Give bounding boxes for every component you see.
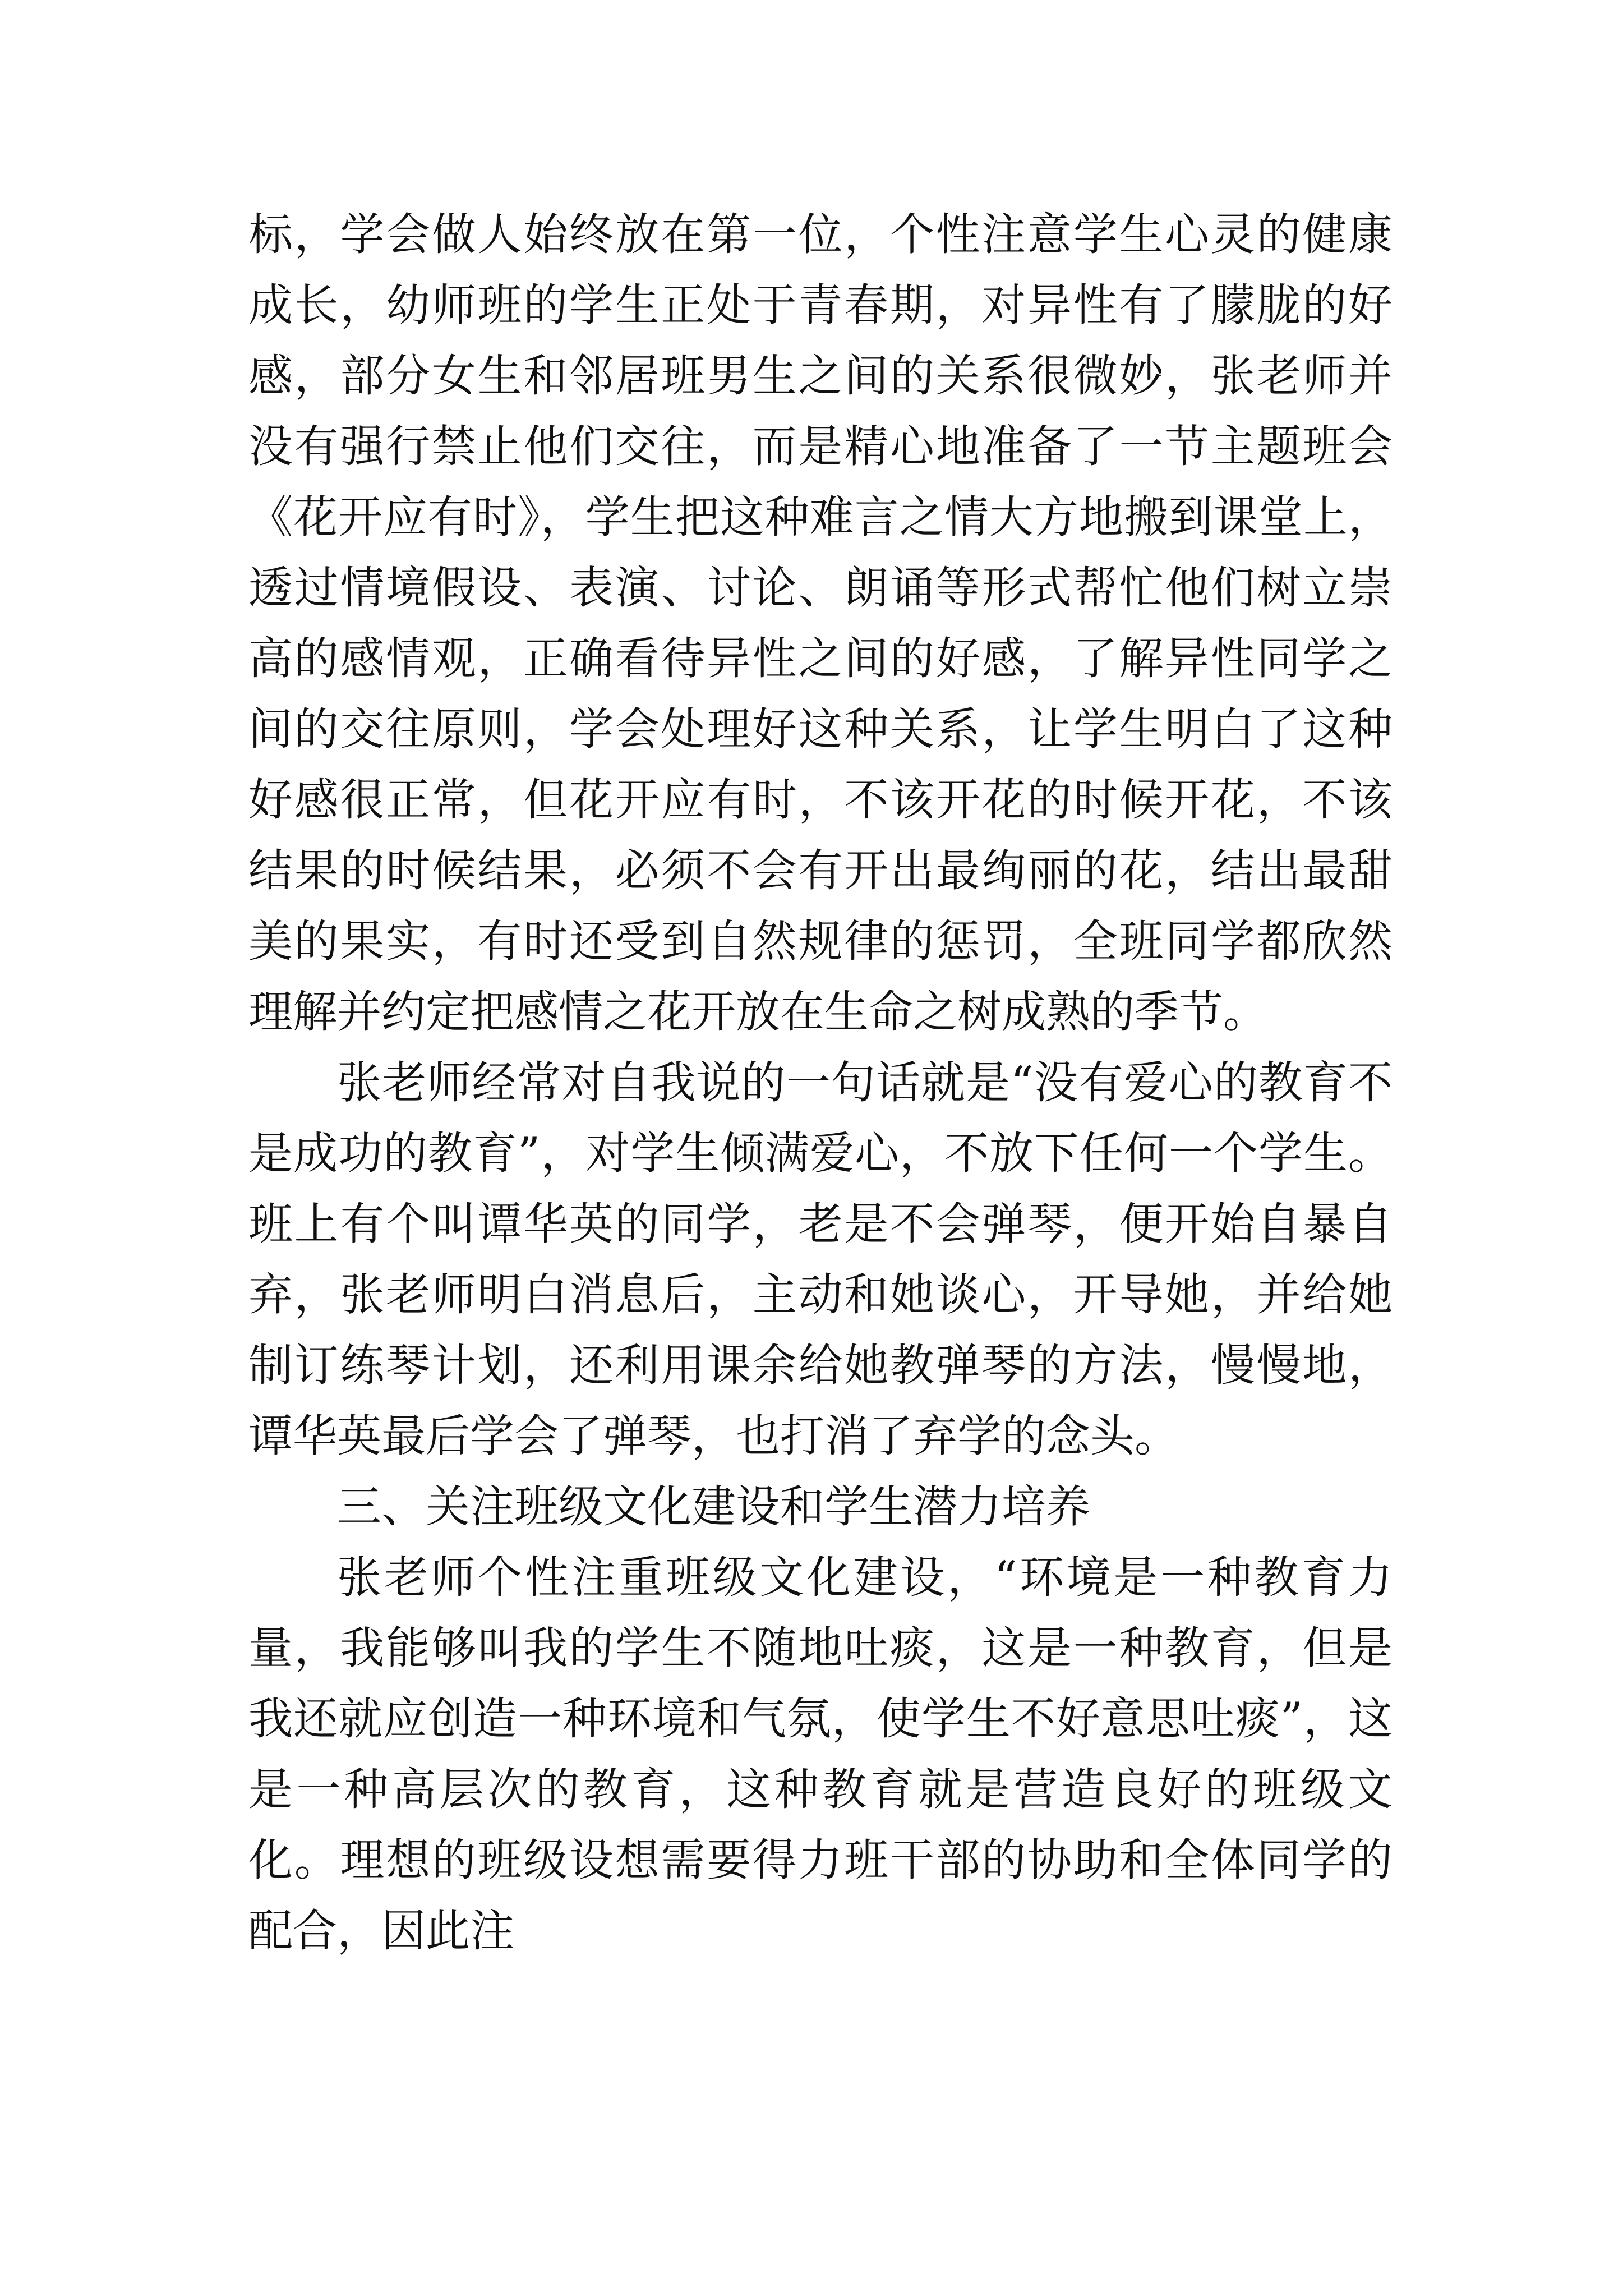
paragraph-class-culture: 张老师个性注重班级文化建设，“环境是一种教育力量，我能够叫我的学生不随地吐痰，这是一种教育，但是我还就应创造一种环境和气氛，使学生不好意思吐痰”，这是一种高层次的教育，这种教育就是营造良好的班级文化。理想的班级设想需要得力班干部的协助和全体同学的配合，因此注 [248, 1552, 1393, 1957]
section-heading: 三、关注班级文化建设和学生潜力培养 [337, 1481, 1090, 1533]
body-text [248, 199, 1393, 1966]
paragraph-continuation: 标，学会做人始终放在第一位，个性注意学生心灵的健康成长，幼师班的学生正处于青春期，对异性有了朦胧的好感，部分女生和邻居班男生之间的关系很微妙，张老师并没有强行禁止他们交往，而是精心地准备了一节主题班会《花开应有时》，学生把这种难言之情大方地搬到课堂上，透过情境假设、表演、讨论、朗诵等形式帮忙他们树立崇高的感情观，正确看待异性之间的好感，了解异性同学之间的交往原则，学会处理好这种关系，让学生明白了这种好感很正常，但花开应有时，不该开花的时候开花，不该结果的时候结果，必须不会有开出最绚丽的花，结出最甜美的果实，有时还受到自然规律的惩罚，全班同学都欣然理解并约定把感情之花开放在生命之树成熟的季节。 [248, 209, 1393, 1038]
paragraph-love-education: 张老师经常对自我说的一句话就是“没有爱心的教育不是成功的教育”，对学生倾满爱心，不放下任何一个学生。班上有个叫谭华英的同学，老是不会弹琴，便开始自暴自弃，张老师明白消息后，主动和她谈心，开导她，并给她制订练琴计划，还利用课余给她教弹琴的方法，慢慢地，谭华英最后学会了弹琴，也打消了弃学的念头。 [248, 1057, 1393, 1462]
